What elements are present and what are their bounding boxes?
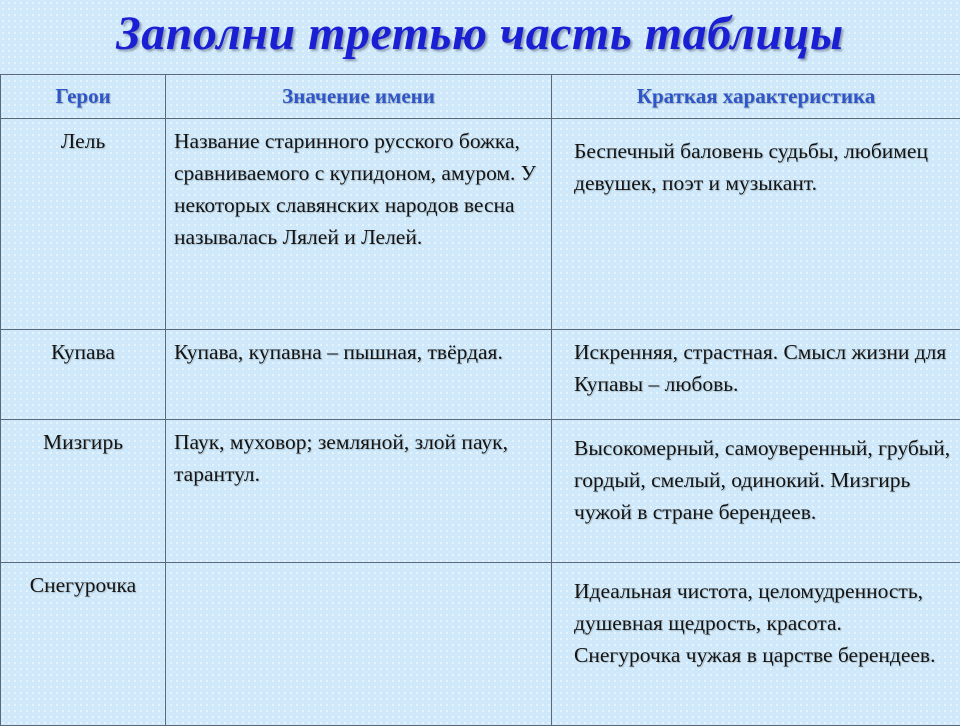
table-row [1,420,960,563]
column-header-name-meaning: Значение имени [166,75,552,119]
characteristic-cell: Идеальная чистота, целомудренность, душевная щедрость, красота. Снегурочка чужая в царстве берендеев. [552,563,960,726]
characteristic-cell: Высокомерный, самоуверенный, грубый, гордый, смелый, одинокий. Мизгирь чужой в стране берендеев. [552,420,960,563]
table-row [1,330,960,420]
column-header-heroes: Герои [1,75,166,119]
name-meaning-cell: Название старинного русского божка, сравниваемого с купидоном, амуром. У некоторых славянских народов весна называлась Лялей и Лелей. [166,119,552,330]
name-meaning-cell: Купава, купавна – пышная, твёрдая. [166,330,552,420]
hero-name-cell: Лель [1,119,166,330]
hero-name-cell: Снегурочка [1,563,166,726]
hero-name-cell: Мизгирь [1,420,166,563]
name-meaning-cell [166,563,552,726]
table-row [1,563,960,726]
characteristic-cell: Искренняя, страстная. Смысл жизни для Купавы – любовь. [552,330,960,420]
column-header-characteristic: Краткая характеристика [552,75,960,119]
name-meaning-cell: Паук, муховор; земляной, злой паук, тарантул. [166,420,552,563]
heroes-table [0,74,960,726]
table-header-row [1,75,960,119]
characteristic-cell: Беспечный баловень судьбы, любимец девушек, поэт и музыкант. [552,119,960,330]
hero-name-cell: Купава [1,330,166,420]
page-title: Заполни третью часть таблицы [0,6,960,61]
table-row [1,119,960,330]
